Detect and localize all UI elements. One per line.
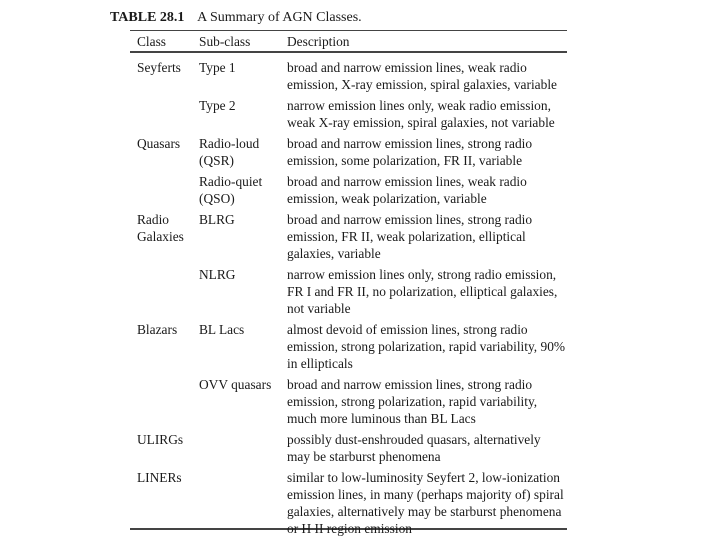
table-row	[137, 211, 567, 262]
class-cell	[137, 97, 199, 131]
subclass-cell: Type 1	[199, 60, 236, 75]
table-row	[137, 97, 567, 131]
table-row	[137, 431, 567, 465]
subclass-cell: BLRG	[199, 212, 235, 227]
table-row	[137, 135, 567, 169]
class-cell: Quasars	[137, 136, 181, 151]
description-cell: almost devoid of emission lines, strong radio emission, strong polarization, rapid variability, 90% in ellipticals	[287, 322, 566, 371]
header-description: Description	[287, 34, 350, 49]
description-cell: broad and narrow emission lines, weak radio emission, X-ray emission, spiral galaxies, variable	[287, 60, 557, 92]
table-header-row	[137, 33, 567, 52]
table-row	[137, 59, 567, 93]
class-cell: LINERs	[137, 470, 182, 485]
description-cell: broad and narrow emission lines, strong radio emission, FR II, weak polarization, elliptical galaxies, variable	[287, 212, 533, 261]
top-rule	[130, 30, 567, 31]
subclass-cell: Radio-quiet (QSO)	[199, 174, 263, 206]
description-cell: similar to low-luminosity Seyfert 2, low-ionization emission lines, in many (perhaps majority of) spiral galaxies, alternatively may be starburst phenomena or H II region emission	[287, 470, 564, 536]
table-row	[137, 266, 567, 317]
subclass-cell	[199, 469, 287, 537]
header-class: Class	[137, 34, 167, 49]
description-cell: narrow emission lines only, strong radio emission, FR I and FR II, no polarization, elliptical galaxies, not variable	[287, 267, 558, 316]
class-cell	[137, 266, 199, 317]
table-title: A Summary of AGN Classes.	[197, 10, 362, 25]
agn-classes-table	[137, 33, 567, 541]
table-number: TABLE 28.1	[110, 10, 185, 25]
class-cell	[137, 376, 199, 427]
subclass-cell: BL Lacs	[199, 322, 245, 337]
table-row	[137, 376, 567, 427]
subclass-cell: OVV quasars	[199, 377, 272, 392]
subclass-cell: Radio-loud (QSR)	[199, 136, 260, 168]
class-cell: Blazars	[137, 322, 178, 337]
description-cell: broad and narrow emission lines, weak radio emission, weak polarization, variable	[287, 174, 527, 206]
description-cell: broad and narrow emission lines, strong radio emission, some polarization, FR II, variable	[287, 136, 533, 168]
table-row	[137, 469, 567, 537]
description-cell: narrow emission lines only, weak radio emission, weak X-ray emission, spiral galaxies, not variable	[287, 98, 555, 130]
subclass-cell: NLRG	[199, 267, 236, 282]
description-cell: broad and narrow emission lines, strong radio emission, strong polarization, rapid variability, much more luminous than BL Lacs	[287, 377, 538, 426]
class-cell: Radio Galaxies	[137, 212, 184, 244]
class-cell: Seyferts	[137, 60, 181, 75]
class-cell: ULIRGs	[137, 432, 184, 447]
table-row	[137, 321, 567, 372]
header-subclass: Sub-class	[199, 34, 251, 49]
subclass-cell: Type 2	[199, 98, 236, 113]
class-cell	[137, 173, 199, 207]
table-caption	[110, 9, 362, 27]
subclass-cell	[199, 431, 287, 465]
table-row	[137, 173, 567, 207]
description-cell: possibly dust-enshrouded quasars, alternatively may be starburst phenomena	[287, 432, 541, 464]
